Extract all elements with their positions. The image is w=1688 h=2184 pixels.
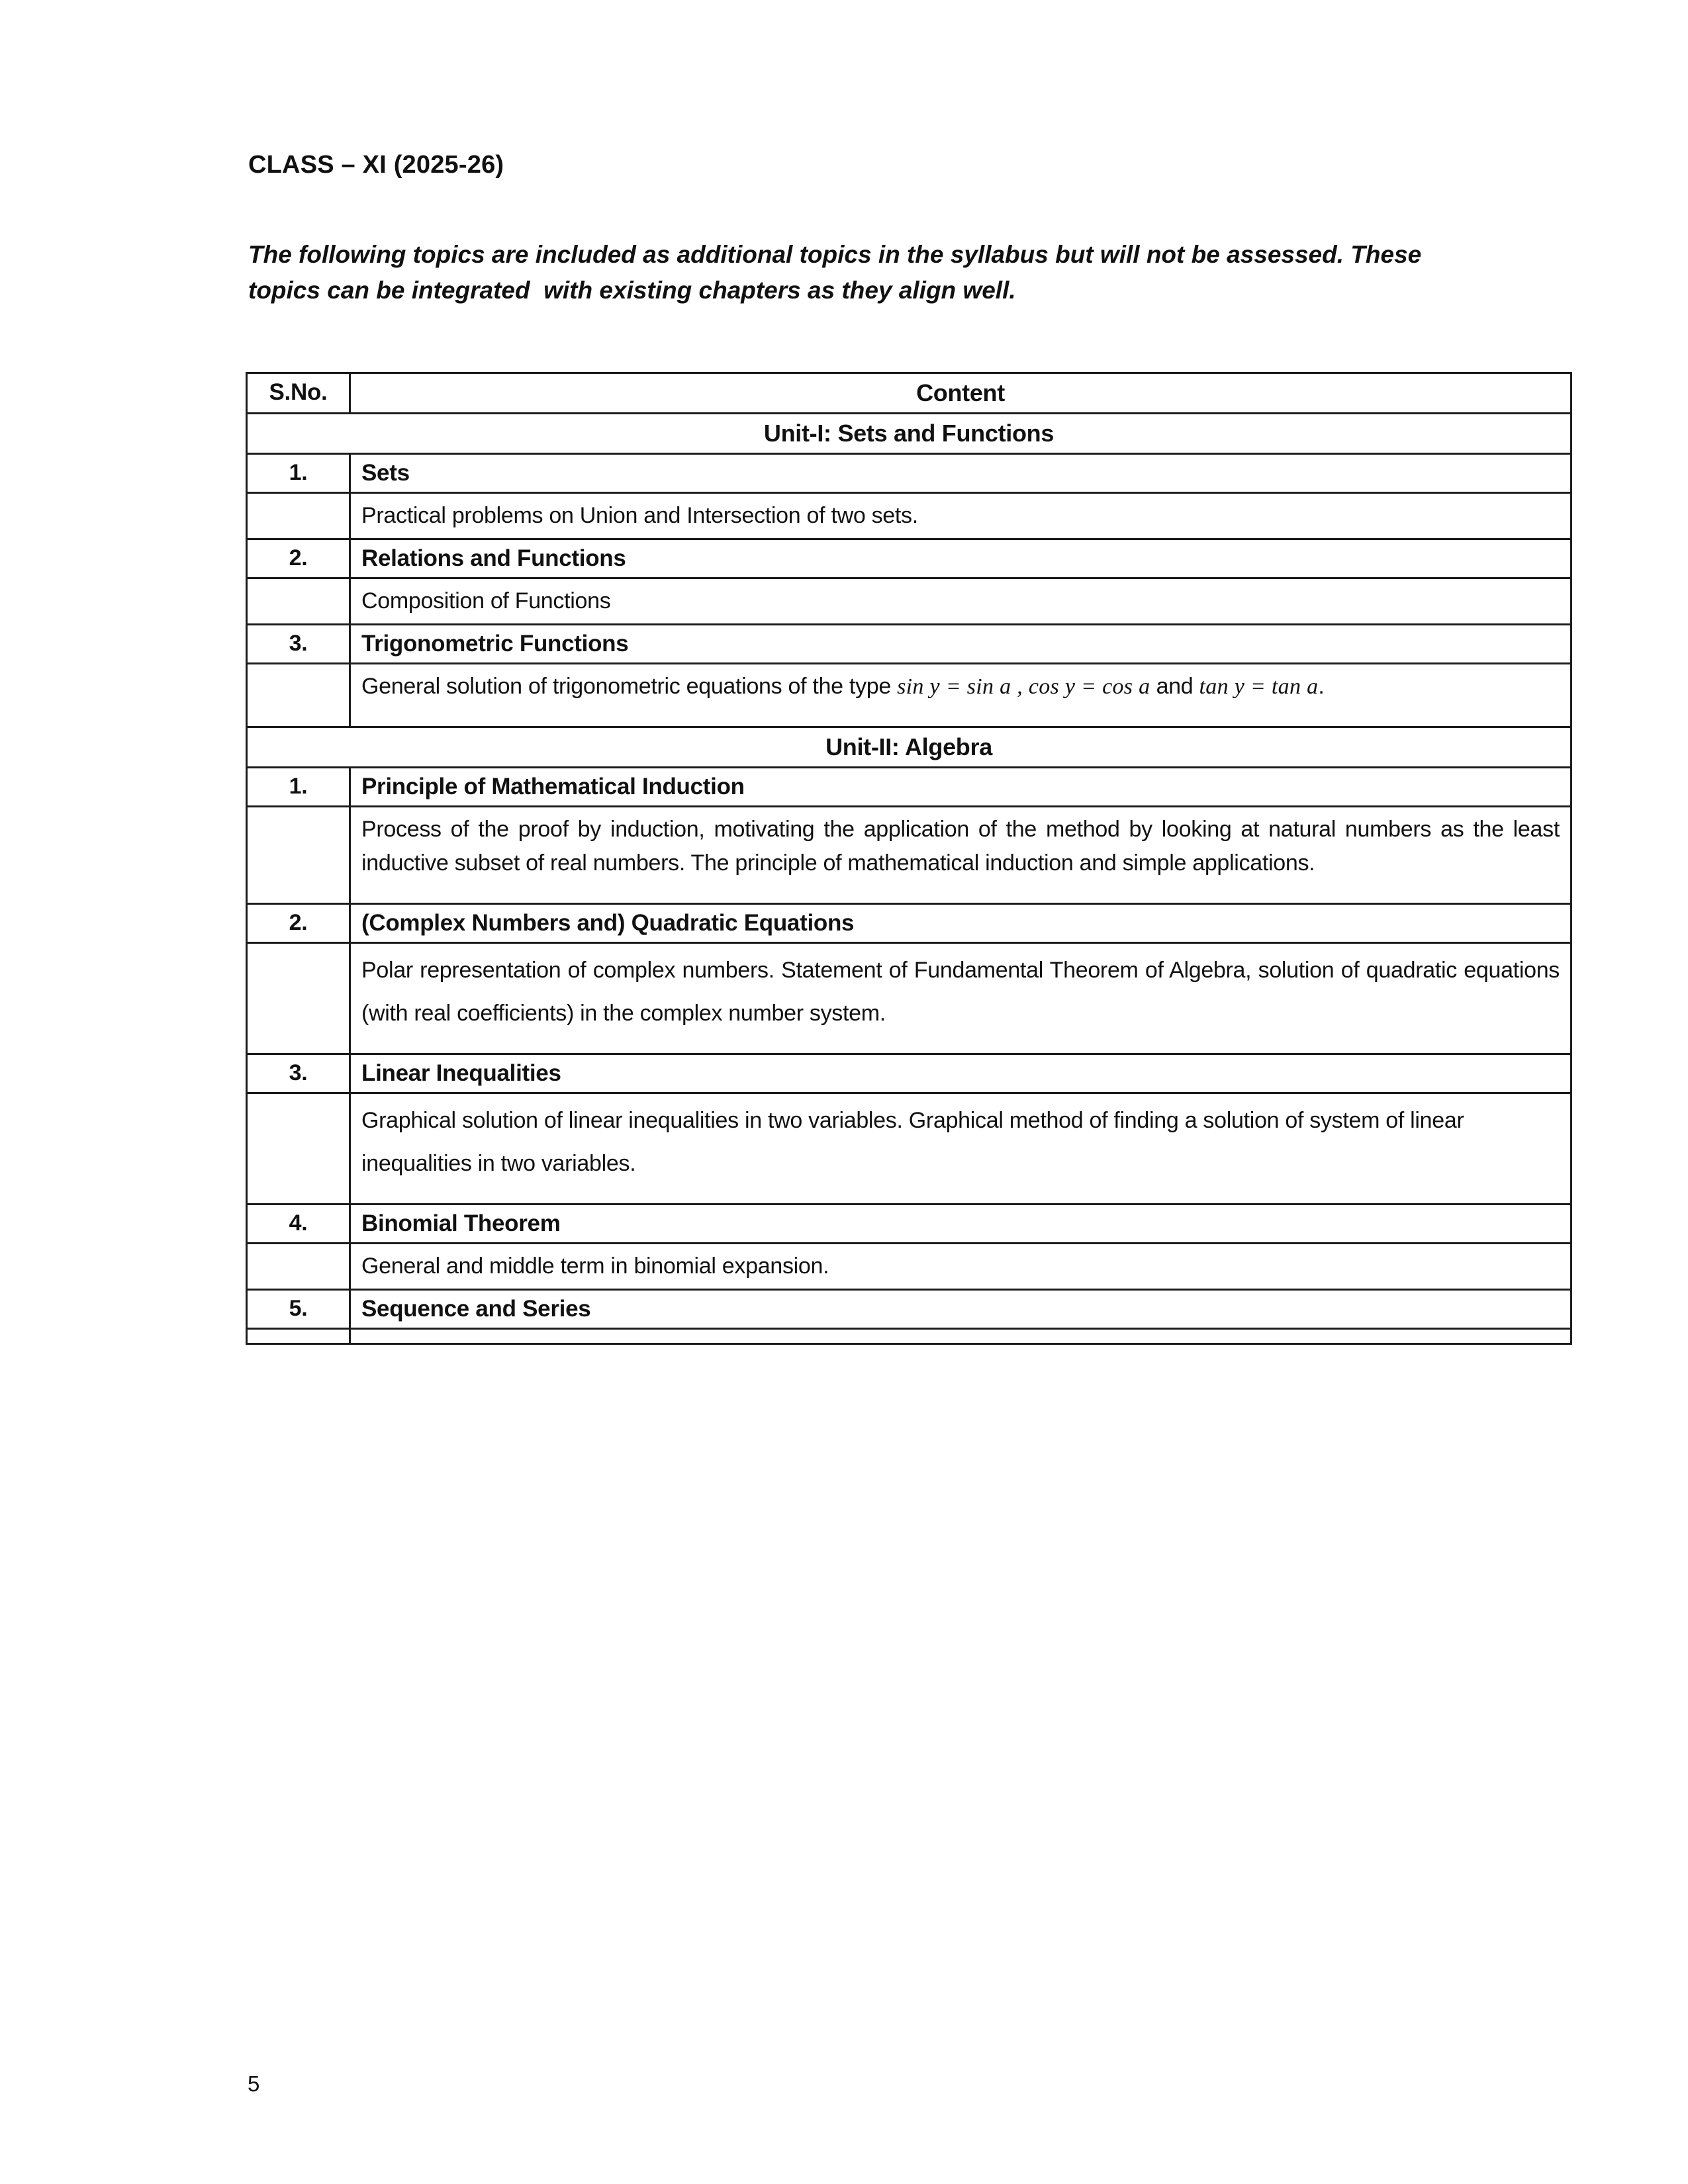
description-row (247, 664, 1571, 727)
topic-title: Sets (350, 454, 1571, 493)
math-expression: sin y = sin a , cos y = cos a (897, 674, 1150, 699)
math-expression: tan y = tan a (1199, 674, 1319, 699)
topic-row (247, 1205, 1571, 1244)
topic-row (247, 904, 1571, 943)
topic-number: 2. (247, 539, 350, 578)
unit-header-row (247, 727, 1571, 768)
empty-sno-cell (247, 1093, 350, 1205)
empty-sno-cell (247, 1329, 350, 1344)
empty-sno-cell (247, 807, 350, 904)
unit-header-row (247, 414, 1571, 454)
topic-number: 3. (247, 1054, 350, 1093)
description-row (247, 1093, 1571, 1205)
table-header-row (247, 373, 1571, 414)
topic-row (247, 1054, 1571, 1093)
topic-description: Practical problems on Union and Intersection of two sets. (350, 493, 1571, 539)
description-row (247, 1244, 1571, 1290)
topic-description: Composition of Functions (350, 578, 1571, 625)
topic-description: Graphical solution of linear inequalities in two variables. Graphical method of finding a solution of system of linear inequalities in two variables. (350, 1093, 1571, 1205)
topic-number: 3. (247, 625, 350, 664)
topic-description: Process of the proof by induction, motivating the application of the method by looking at natural numbers as the least inductive subset of real numbers. The principle of mathematical induction and simple applications. (350, 807, 1571, 904)
topic-description (350, 664, 1571, 727)
description-row (247, 943, 1571, 1054)
page-title: CLASS – XI (2025-26) (248, 151, 504, 179)
topic-title: Trigonometric Functions (350, 625, 1571, 664)
topic-title: (Complex Numbers and) Quadratic Equations (350, 904, 1571, 943)
page-number: 5 (248, 2071, 260, 2096)
intro-paragraph: The following topics are included as additional topics in the syllabus but will not be assessed. These topics can be integrated with existing chapters as they align well. (248, 241, 1429, 304)
topic-number: 5. (247, 1290, 350, 1329)
topic-row (247, 454, 1571, 493)
topic-number: 2. (247, 904, 350, 943)
topic-title: Linear Inequalities (350, 1054, 1571, 1093)
topic-description: Polar representation of complex numbers. Statement of Fundamental Theorem of Algebra, solution of quadratic equations (with real coefficients) in the complex number system. (350, 943, 1571, 1054)
topic-title: Principle of Mathematical Induction (350, 768, 1571, 807)
description-row (247, 493, 1571, 539)
empty-sno-cell (247, 493, 350, 539)
description-row (247, 578, 1571, 625)
topic-row (247, 625, 1571, 664)
empty-sno-cell (247, 943, 350, 1054)
topic-row (247, 539, 1571, 578)
empty-sno-cell (247, 578, 350, 625)
description-row (247, 807, 1571, 904)
topic-title: Sequence and Series (350, 1290, 1571, 1329)
empty-sno-cell (247, 664, 350, 727)
col-header-sno: S.No. (247, 373, 350, 414)
unit-title: Unit-II: Algebra (247, 727, 1571, 768)
description-text: and (1150, 674, 1199, 699)
topic-row (247, 768, 1571, 807)
description-row (247, 1329, 1571, 1344)
description-text: General solution of trigonometric equations of the type (361, 674, 898, 699)
description-text: . (1318, 674, 1325, 699)
topic-number: 4. (247, 1205, 350, 1244)
syllabus-table (246, 372, 1572, 1345)
unit-title: Unit-I: Sets and Functions (247, 414, 1571, 454)
topic-title: Relations and Functions (350, 539, 1571, 578)
topic-description: General and middle term in binomial expansion. (350, 1244, 1571, 1290)
topic-row (247, 1290, 1571, 1329)
topic-title: Binomial Theorem (350, 1205, 1571, 1244)
topic-number: 1. (247, 454, 350, 493)
topic-number: 1. (247, 768, 350, 807)
col-header-content: Content (350, 373, 1571, 414)
topic-description (350, 1329, 1571, 1344)
empty-sno-cell (247, 1244, 350, 1290)
